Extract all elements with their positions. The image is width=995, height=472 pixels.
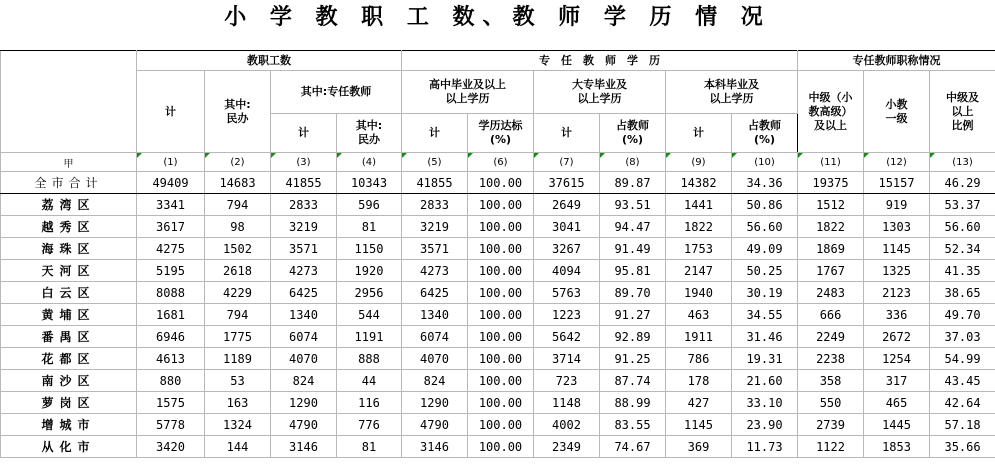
table-cell: 4790 (402, 414, 468, 436)
table-cell: 776 (337, 414, 402, 436)
table-cell: 44 (337, 370, 402, 392)
table-cell: 1290 (402, 392, 468, 414)
column-index-row (1, 153, 995, 172)
table-cell: 723 (534, 370, 600, 392)
table-cell: 100.00 (468, 282, 534, 304)
table-cell: 6074 (271, 326, 337, 348)
table-cell: 1303 (864, 216, 930, 238)
qualified-rate-header-text: 学历达标 (%) (478, 119, 523, 146)
table-cell: 2249 (798, 326, 864, 348)
cell-marker-icon (864, 153, 869, 158)
table-cell: 544 (337, 304, 402, 326)
table-cell: 1822 (798, 216, 864, 238)
junior-college-count-header: 计 (534, 114, 600, 153)
table-cell: 4229 (205, 282, 271, 304)
cell-marker-icon (337, 153, 342, 158)
table-cell: 163 (205, 392, 271, 414)
senior-title-header-text: 中级（小 教高级） 及以上 (808, 90, 853, 132)
district-name: 天河区 (1, 260, 137, 282)
cell-marker-icon (666, 153, 671, 158)
table-cell: 2833 (271, 194, 337, 216)
table-row (1, 436, 995, 458)
table-cell: 5778 (137, 414, 205, 436)
column-index-cell: (4) (337, 153, 402, 172)
table-cell: 89.87 (600, 172, 666, 194)
high-school-count-header: 计 (402, 114, 468, 153)
cell-marker-icon (205, 153, 210, 158)
district-name: 南沙区 (1, 370, 137, 392)
staff-minban-header (205, 71, 271, 153)
table-row (1, 414, 995, 436)
column-index-cell: (12) (864, 153, 930, 172)
table-cell: 317 (864, 370, 930, 392)
table-cell: 42.64 (930, 392, 995, 414)
cell-marker-icon (732, 153, 737, 158)
table-cell: 4273 (271, 260, 337, 282)
table-cell: 4002 (534, 414, 600, 436)
table-cell: 2956 (337, 282, 402, 304)
table-cell: 6074 (402, 326, 468, 348)
table-cell: 50.25 (732, 260, 798, 282)
table-cell: 43.45 (930, 370, 995, 392)
table-cell: 786 (666, 348, 732, 370)
table-cell: 4070 (402, 348, 468, 370)
table-cell: 3146 (402, 436, 468, 458)
table-cell: 2349 (534, 436, 600, 458)
table-cell: 596 (337, 194, 402, 216)
cell-marker-icon (402, 153, 407, 158)
table-cell: 336 (864, 304, 930, 326)
table-cell: 81 (337, 436, 402, 458)
table-cell: 1822 (666, 216, 732, 238)
table-cell: 3341 (137, 194, 205, 216)
cell-marker-icon (137, 153, 142, 158)
table-cell: 2833 (402, 194, 468, 216)
table-cell: 8088 (137, 282, 205, 304)
table-cell: 1340 (271, 304, 337, 326)
table-cell: 2123 (864, 282, 930, 304)
table-cell: 100.00 (468, 194, 534, 216)
table-cell: 369 (666, 436, 732, 458)
table-cell: 358 (798, 370, 864, 392)
table-cell: 2483 (798, 282, 864, 304)
table-cell: 92.89 (600, 326, 666, 348)
column-index-cell: (3) (271, 153, 337, 172)
table-cell: 100.00 (468, 392, 534, 414)
table-cell: 56.60 (930, 216, 995, 238)
table-cell: 1753 (666, 238, 732, 260)
table-cell: 550 (798, 392, 864, 414)
district-name: 番禺区 (1, 326, 137, 348)
cell-marker-icon (468, 153, 473, 158)
table-cell: 4790 (271, 414, 337, 436)
table-cell: 3219 (271, 216, 337, 238)
table-cell: 41855 (271, 172, 337, 194)
page-title: 小 学 教 职 工 数、教 师 学 历 情 况 (224, 5, 771, 30)
table-cell: 1148 (534, 392, 600, 414)
table-cell: 1290 (271, 392, 337, 414)
staff-count-group-header: 教职工数 (137, 51, 402, 71)
table-row (1, 370, 995, 392)
table-cell: 100.00 (468, 326, 534, 348)
table-row (1, 260, 995, 282)
table-cell: 15157 (864, 172, 930, 194)
table-cell: 56.60 (732, 216, 798, 238)
table-cell: 463 (666, 304, 732, 326)
bachelor-share-header (732, 114, 798, 153)
table-cell: 11.73 (732, 436, 798, 458)
table-cell: 1223 (534, 304, 600, 326)
staff-minban-header-text: 其中: 民办 (224, 97, 251, 125)
high-school-header (402, 71, 534, 114)
table-cell: 14382 (666, 172, 732, 194)
table-cell: 4070 (271, 348, 337, 370)
table-cell: 34.36 (732, 172, 798, 194)
table-cell: 3219 (402, 216, 468, 238)
senior-ratio-header (930, 71, 995, 153)
table-row (1, 392, 995, 414)
table-cell: 3146 (271, 436, 337, 458)
column-index-cell: (9) (666, 153, 732, 172)
column-index-cell: (2) (205, 153, 271, 172)
district-name: 增城市 (1, 414, 137, 436)
table-cell: 100.00 (468, 370, 534, 392)
table-cell: 4275 (137, 238, 205, 260)
table-cell: 23.90 (732, 414, 798, 436)
table-cell: 49409 (137, 172, 205, 194)
table-cell: 1869 (798, 238, 864, 260)
table-cell: 30.19 (732, 282, 798, 304)
table-cell: 52.34 (930, 238, 995, 260)
table-cell: 50.86 (732, 194, 798, 216)
table-cell: 1340 (402, 304, 468, 326)
table-cell: 49.70 (930, 304, 995, 326)
district-name: 荔湾区 (1, 194, 137, 216)
table-cell: 5195 (137, 260, 205, 282)
table-cell: 94.47 (600, 216, 666, 238)
fulltime-total-header: 计 (271, 114, 337, 153)
table-cell: 666 (798, 304, 864, 326)
cell-marker-icon (271, 153, 276, 158)
statistics-table (0, 50, 995, 458)
bachelor-header (666, 71, 798, 114)
total-row (1, 172, 995, 194)
cell-marker-icon (534, 153, 539, 158)
table-cell: 1502 (205, 238, 271, 260)
table-cell: 91.27 (600, 304, 666, 326)
table-cell: 49.09 (732, 238, 798, 260)
table-row (1, 326, 995, 348)
table-cell: 91.25 (600, 348, 666, 370)
table-cell: 824 (402, 370, 468, 392)
table-cell: 116 (337, 392, 402, 414)
table-cell: 100.00 (468, 414, 534, 436)
table-cell: 1150 (337, 238, 402, 260)
table-cell: 880 (137, 370, 205, 392)
table-cell: 1324 (205, 414, 271, 436)
table-cell: 100.00 (468, 436, 534, 458)
bachelor-count-header: 计 (666, 114, 732, 153)
staff-total-header: 计 (137, 71, 205, 153)
table-cell: 1441 (666, 194, 732, 216)
table-cell: 178 (666, 370, 732, 392)
table-cell: 3617 (137, 216, 205, 238)
table-cell: 93.51 (600, 194, 666, 216)
grade-one-header (864, 71, 930, 153)
grade-one-header-text: 小教 一级 (885, 97, 908, 125)
table-cell: 6946 (137, 326, 205, 348)
senior-title-header (798, 71, 864, 153)
district-name: 花都区 (1, 348, 137, 370)
table-cell: 1911 (666, 326, 732, 348)
teacher-education-group-header: 专 任 教 师 学 历 (402, 51, 798, 71)
qualified-rate-header (468, 114, 534, 153)
table-cell: 37.03 (930, 326, 995, 348)
table-cell: 98 (205, 216, 271, 238)
table-cell: 1145 (864, 238, 930, 260)
table-cell: 1325 (864, 260, 930, 282)
district-name: 白云区 (1, 282, 137, 304)
district-name: 海珠区 (1, 238, 137, 260)
table-cell: 5763 (534, 282, 600, 304)
table-cell: 1775 (205, 326, 271, 348)
table-cell: 1122 (798, 436, 864, 458)
table-cell: 100.00 (468, 304, 534, 326)
table-cell: 1920 (337, 260, 402, 282)
table-cell: 95.81 (600, 260, 666, 282)
district-name: 从化市 (1, 436, 137, 458)
junior-college-header (534, 71, 666, 114)
table-cell: 2618 (205, 260, 271, 282)
table-cell: 427 (666, 392, 732, 414)
cell-marker-icon (930, 153, 935, 158)
teacher-title-group-header: 专任教师职称情况 (798, 51, 995, 71)
table-cell: 54.99 (930, 348, 995, 370)
table-cell: 888 (337, 348, 402, 370)
table-cell: 33.10 (732, 392, 798, 414)
district-name: 越秀区 (1, 216, 137, 238)
column-index-cell: (11) (798, 153, 864, 172)
table-cell: 74.67 (600, 436, 666, 458)
table-cell: 1254 (864, 348, 930, 370)
table-cell: 3571 (271, 238, 337, 260)
table-cell: 34.55 (732, 304, 798, 326)
senior-ratio-header-text: 中级及 以上 比例 (946, 90, 980, 132)
table-cell: 1853 (864, 436, 930, 458)
table-cell: 14683 (205, 172, 271, 194)
table-cell: 100.00 (468, 348, 534, 370)
table-cell: 83.55 (600, 414, 666, 436)
table-cell: 19.31 (732, 348, 798, 370)
table-cell: 46.29 (930, 172, 995, 194)
table-cell: 3420 (137, 436, 205, 458)
table-cell: 919 (864, 194, 930, 216)
column-index-cell: (5) (402, 153, 468, 172)
table-cell: 100.00 (468, 260, 534, 282)
junior-college-share-header (600, 114, 666, 153)
table-cell: 1189 (205, 348, 271, 370)
table-cell: 6425 (271, 282, 337, 304)
table-cell: 4613 (137, 348, 205, 370)
table-cell: 3267 (534, 238, 600, 260)
table-cell: 41855 (402, 172, 468, 194)
district-name: 黄埔区 (1, 304, 137, 326)
table-cell: 53 (205, 370, 271, 392)
table-cell: 81 (337, 216, 402, 238)
table-row (1, 216, 995, 238)
table-cell: 144 (205, 436, 271, 458)
column-index-cell: (6) (468, 153, 534, 172)
title-spacer (0, 40, 995, 50)
table-cell: 794 (205, 304, 271, 326)
table-cell: 4094 (534, 260, 600, 282)
table-cell: 824 (271, 370, 337, 392)
table-cell: 91.49 (600, 238, 666, 260)
table-cell: 19375 (798, 172, 864, 194)
table-cell: 1575 (137, 392, 205, 414)
table-row (1, 304, 995, 326)
high-school-header-text: 高中毕业及以上 以上学历 (429, 78, 506, 105)
table-row (1, 238, 995, 260)
table-cell: 89.70 (600, 282, 666, 304)
table-cell: 57.18 (930, 414, 995, 436)
table-cell: 1767 (798, 260, 864, 282)
table-cell: 1191 (337, 326, 402, 348)
table-cell: 1940 (666, 282, 732, 304)
column-index-cell: (13) (930, 153, 995, 172)
table-cell: 3571 (402, 238, 468, 260)
district-name: 全市合计 (1, 172, 137, 194)
table-cell: 41.35 (930, 260, 995, 282)
table-cell: 2238 (798, 348, 864, 370)
table-cell: 21.60 (732, 370, 798, 392)
table-cell: 53.37 (930, 194, 995, 216)
table-cell: 1445 (864, 414, 930, 436)
fulltime-teacher-header: 其中:专任教师 (271, 71, 402, 114)
table-cell: 38.65 (930, 282, 995, 304)
table-cell: 100.00 (468, 216, 534, 238)
district-name: 萝岗区 (1, 392, 137, 414)
fulltime-minban-header-text: 其中: 民办 (355, 119, 383, 146)
table-cell: 31.46 (732, 326, 798, 348)
bachelor-header-text: 本科毕业及 以上学历 (704, 78, 760, 105)
table-row (1, 348, 995, 370)
table-cell: 2672 (864, 326, 930, 348)
column-index-cell: (8) (600, 153, 666, 172)
table-cell: 35.66 (930, 436, 995, 458)
fulltime-minban-header (337, 114, 402, 153)
table-cell: 465 (864, 392, 930, 414)
cell-marker-icon (798, 153, 803, 158)
cell-marker-icon (600, 153, 605, 158)
table-cell: 6425 (402, 282, 468, 304)
table-cell: 100.00 (468, 238, 534, 260)
table-row (1, 282, 995, 304)
table-cell: 87.74 (600, 370, 666, 392)
column-index-cell: (1) (137, 153, 205, 172)
table-cell: 3041 (534, 216, 600, 238)
table-cell: 10343 (337, 172, 402, 194)
column-index-cell: (10) (732, 153, 798, 172)
column-index-cell: (7) (534, 153, 600, 172)
table-cell: 37615 (534, 172, 600, 194)
junior-college-header-text: 大专毕业及 以上学历 (572, 78, 627, 105)
table-cell: 4273 (402, 260, 468, 282)
row-header-label: 甲 (1, 153, 137, 172)
table-cell: 1145 (666, 414, 732, 436)
table-cell: 794 (205, 194, 271, 216)
table-cell: 88.99 (600, 392, 666, 414)
table-cell: 2739 (798, 414, 864, 436)
table-cell: 100.00 (468, 172, 534, 194)
table-row (1, 194, 995, 216)
row-header-corner (1, 51, 137, 153)
bachelor-share-header-text: 占教师 (%) (748, 119, 782, 146)
table-cell: 1512 (798, 194, 864, 216)
table-cell: 2649 (534, 194, 600, 216)
table-cell: 2147 (666, 260, 732, 282)
table-cell: 1681 (137, 304, 205, 326)
junior-college-share-header-text: 占教师 (%) (616, 119, 649, 146)
table-cell: 5642 (534, 326, 600, 348)
table-cell: 3714 (534, 348, 600, 370)
